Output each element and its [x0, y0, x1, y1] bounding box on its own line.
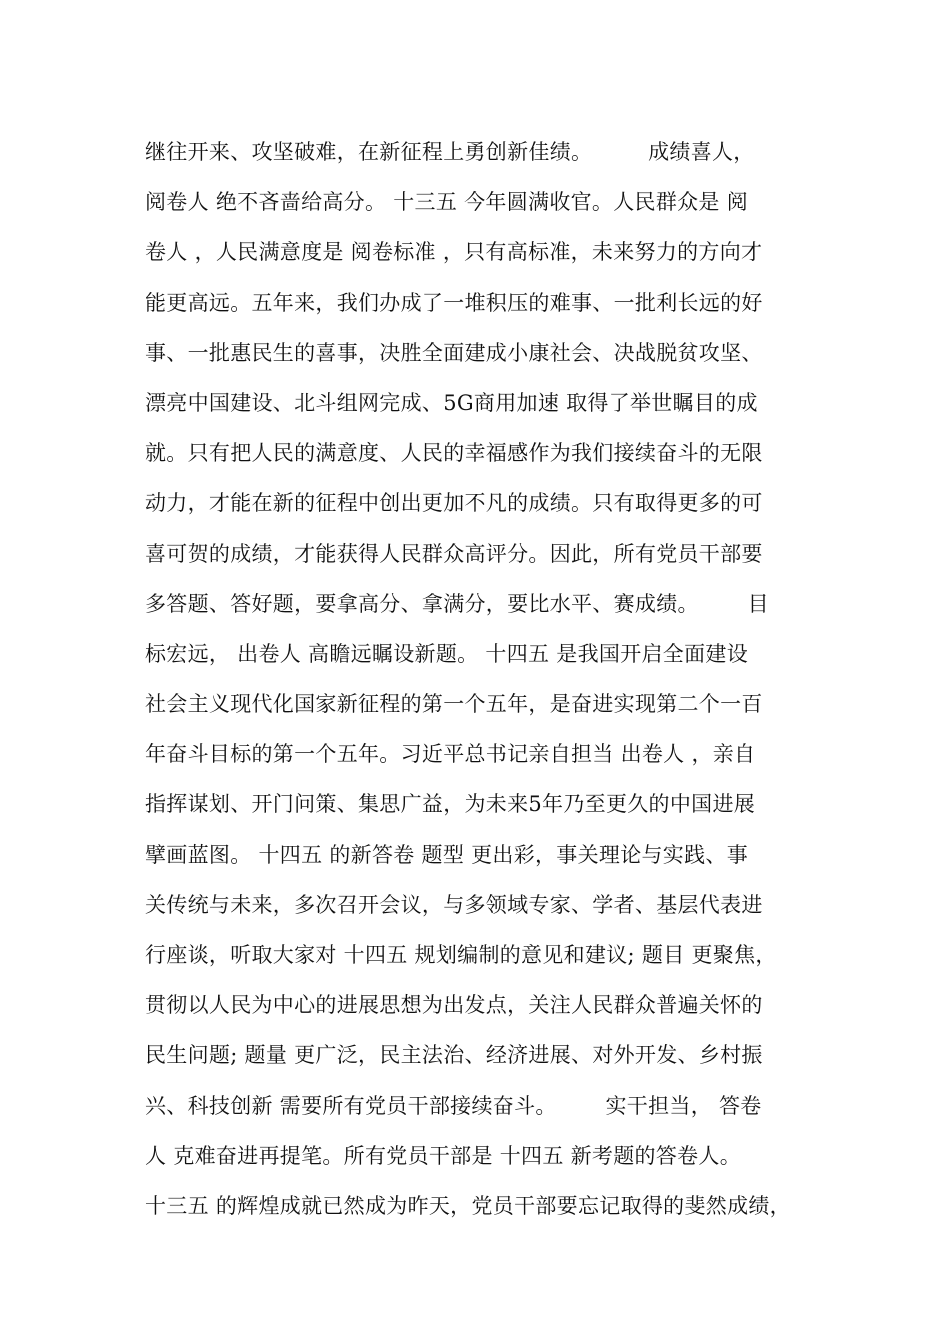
- text-line: 社会主义现代化国家新征程的第一个五年，是奋进实现第二个一百: [145, 692, 763, 717]
- text-line: 关传统与未来，多次召开会议，与多领域专家、学者、基层代表进: [145, 892, 763, 917]
- text-line: 行座谈，听取大家对 十四五 规划编制的意见和建议; 题目 更聚焦，: [145, 943, 777, 967]
- text-line: 事、一批惠民生的喜事，决胜全面建成小康社会、决战脱贫攻坚、: [145, 340, 763, 365]
- text-line: 阅卷人 绝不吝啬给高分。 十三五 今年圆满收官。人民群众是 阅: [145, 190, 748, 215]
- text-line: 指挥谋划、开门问策、集思广益，为未来5年乃至更久的中国进展: [145, 792, 756, 817]
- text-line: 人 克难奋进再提笔。所有党员干部是 十四五 新考题的答卷人。: [145, 1143, 742, 1168]
- text-line: 兴、科技创新 需要所有党员干部接续奋斗。 实干担当， 答卷: [145, 1093, 762, 1118]
- text-line: 年奋斗目标的第一个五年。习近平总书记亲自担当 出卷人 ，亲自: [145, 742, 756, 767]
- text-line: 多答题、答好题，要拿高分、拿满分，要比水平、赛成绩。 目: [145, 591, 769, 616]
- text-line: 十三五 的辉煌成就已然成为昨天，党员干部要忘记取得的斐然成绩，: [145, 1193, 791, 1218]
- text-line: 就。只有把人民的满意度、人民的幸福感作为我们接续奋斗的无限: [145, 441, 763, 466]
- text-line: 标宏远， 出卷人 高瞻远瞩设新题。 十四五 是我国开启全面建设: [145, 641, 748, 666]
- body-text: [145, 132, 835, 1236]
- text-line: 能更高远。五年来，我们办成了一堆积压的难事、一批利长远的好: [145, 290, 763, 315]
- text-line: 喜可贺的成绩，才能获得人民群众高评分。因此，所有党员干部要: [145, 541, 763, 566]
- text-line: 贯彻以人民为中心的进展思想为出发点，关注人民群众普遍关怀的: [145, 993, 763, 1018]
- text-line: 擘画蓝图。 十四五 的新答卷 题型 更出彩，事关理论与实践、事: [145, 842, 748, 867]
- text-line: 动力，才能在新的征程中创出更加不凡的成绩。只有取得更多的可: [145, 491, 763, 516]
- text-line: 继往开来、攻坚破难，在新征程上勇创新佳绩。 成绩喜人，: [145, 140, 755, 164]
- text-line: 漂亮中国建设、北斗组网完成、5G商用加速 取得了举世瞩目的成: [145, 390, 758, 415]
- text-line: 民生问题; 题量 更广泛，民主法治、经济进展、对外开发、乡村振: [145, 1043, 763, 1068]
- text-line: 卷人 ，人民满意度是 阅卷标准 ，只有高标准，未来努力的方向才: [145, 240, 763, 265]
